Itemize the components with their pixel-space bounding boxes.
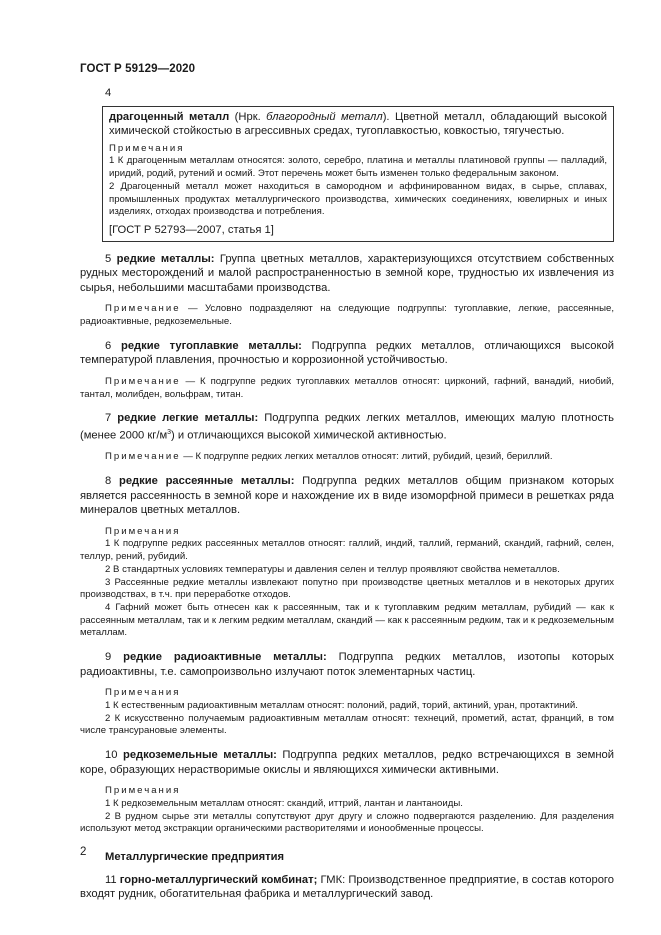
entry-9 xyxy=(80,650,614,679)
entry-9-definition: Подгруппа редких металлов, изотопы которых радиоактивны, т.е. самопроизвольно излучают поток элементарных частиц. xyxy=(80,651,614,678)
entry-8-note-2: 2 В стандартных условиях температуры и давления селен и теллур проявляют свойства неметаллов. xyxy=(105,563,560,575)
entry-10-term: редкоземельные металлы: xyxy=(122,749,277,762)
entry-7-def-post: ) и отличающихся высокой химической активностью. xyxy=(171,429,447,442)
entry-4-text xyxy=(109,110,607,139)
entry-4-def-post: ). Цветной металл, обладающий высокой химической стойкостью в агрессивных средах, тугоплавкостью, ковкостью, тягучестью. xyxy=(109,110,608,138)
note-label: Примечание xyxy=(105,303,181,315)
entry-9-note-2: 2 К искусственно получаемым радиоактивным металлам относят: технеций, прометий, астат, франций, в том числе трансурановые элементы. xyxy=(80,712,614,737)
entry-4-number: 4 xyxy=(105,87,112,99)
entry-7-note-text: — К подгруппе редких легких металлов относят: литий, рубидий, цезий, бериллий. xyxy=(180,451,553,463)
entry-6-term: редкие тугоплавкие металлы: xyxy=(120,339,302,352)
entry-7-term: редкие легкие металлы: xyxy=(117,412,259,425)
entry-11-definition: ГМК: Производственное предприятие, в состав которого входят рудник, обогатительная фабрика и металлургический завод. xyxy=(80,873,614,901)
entry-5-definition: Группа цветных металлов, характеризующихся отсутствием собственных рудных месторождений и малой распространенностью в земной коре, трудностью их извлечения из сырья, небольшими масштабами производства. xyxy=(80,252,615,294)
entry-8-note-4: 4 Гафний может быть отнесен как к рассеянным, так и к тугоплавким редким металлам, рубидий — как к рассеянным металлам, так и к легким редким металлам, скандий — как к рассеянным редким, так и к редкоземельным металлам. xyxy=(80,602,614,639)
entry-8-term: редкие рассеянные металлы: xyxy=(118,475,295,487)
note-label: Примечание xyxy=(105,451,181,463)
entry-7 xyxy=(80,411,614,443)
notes-label: Примечания xyxy=(109,142,185,154)
entry-5-term: редкие металлы: xyxy=(116,252,215,265)
entry-5-note-text: — Условно подразделяют на следующие подгруппы: тугоплавкие, легкие, рассеянные, радиоактивные, редкоземельные. xyxy=(80,303,614,328)
entry-6 xyxy=(80,339,614,368)
entry-4-source: [ГОСТ Р 52793—2007, статья 1] xyxy=(109,224,274,236)
entry-10-notes xyxy=(80,785,614,836)
entry-9-term: редкие радиоактивные металлы: xyxy=(123,651,327,664)
entry-5 xyxy=(80,252,614,296)
entry-4-def-italic: благородный металл xyxy=(266,110,383,123)
entry-6-note-text: — К подгруппе редких тугоплавких металлов относят: цирконий, гафний, ванадий, ниобий, тантал, молибден, вольфрам, титан. xyxy=(80,375,614,400)
entry-9-notes xyxy=(80,687,614,738)
note-label: Примечание xyxy=(105,375,181,387)
entry-10 xyxy=(80,748,614,777)
entry-8-definition: Подгруппа редких металлов общим признаком которых является рассеянность в земной коре и нахождение их в виде изоморфной примеси в решетках ряда минералов цветных металлов. xyxy=(80,475,614,517)
entry-10-definition: Подгруппа редких металлов, редко встречающихся в земной коре, образующих нерастворимые окислы и являющихся химически активными. xyxy=(80,749,614,776)
entry-11-number: 11 xyxy=(105,873,117,886)
entry-4-note-1: 1 К драгоценным металлам относятся: золото, серебро, платина и металлы платиновой группы — палладий, иридий, родий, рутений и осмий. Этот перечень может быть изменен только федеральным законом. xyxy=(109,155,607,180)
entry-11-term: горно-металлургический комбинат; xyxy=(119,873,318,886)
section-heading: Металлургические предприятия xyxy=(105,851,284,864)
entry-6-note xyxy=(80,376,614,401)
entry-8-notes xyxy=(80,526,614,640)
entry-6-number: 6 xyxy=(105,339,112,352)
entry-7-number: 7 xyxy=(105,412,112,425)
document-header: ГОСТ Р 59129—2020 xyxy=(80,63,196,75)
entry-11 xyxy=(80,873,614,902)
entry-4-note-2: 2 Драгоценный металл может находиться в самородном и аффинированном видах, в сырье, сплавах, промышленных продуктах металлургического производства, химических соединениях, ювелирных и иных изделиях, отходах производства и потребления. xyxy=(109,180,607,218)
entry-10-note-1: 1 К редкоземельным металлам относят: скандий, иттрий, лантан и лантаноиды. xyxy=(105,798,463,809)
page-number: 2 xyxy=(80,846,87,858)
entry-10-note-2: 2 В рудном сырье эти металлы сопутствуют друг другу и сложно подвергаются разделению. Для разделения используют метод экстракции органическими растворителями и ионообменные процессы. xyxy=(80,810,614,835)
entry-8 xyxy=(80,474,614,518)
entry-7-note xyxy=(80,451,614,464)
entry-9-number: 9 xyxy=(105,651,112,664)
notes-label: Примечания xyxy=(105,785,181,797)
notes-label: Примечания xyxy=(105,525,181,537)
entry-7-def-pre: Подгруппа редких легких металлов, имеющих малую плотность (менее 2000 кг/м xyxy=(80,412,614,442)
superscript: 3 xyxy=(167,428,172,436)
entry-8-note-1: 1 К подгруппе редких рассеянных металлов относят: галлий, индий, таллий, германий, скандий, гафний, селен, теллур, рений, рубидий. xyxy=(80,538,614,563)
entry-4-notes xyxy=(109,143,607,219)
entry-4-term: драгоценный металл xyxy=(109,110,230,123)
entry-9-note-1: 1 К естественным радиоактивным металлам относят: полоний, радий, торий, актиний, уран, протактиний. xyxy=(105,700,578,711)
entry-8-note-3: 3 Рассеянные редкие металлы извлекают попутно при производстве цветных металлов и в некоторых других производствах, в т.ч. при переработке отходов. xyxy=(80,576,614,601)
entry-5-number: 5 xyxy=(105,252,112,265)
notes-label: Примечания xyxy=(105,687,181,699)
entry-4-box xyxy=(102,106,614,242)
entry-4-def-pre: (Нрк. xyxy=(229,110,267,123)
entry-10-number: 10 xyxy=(105,749,118,762)
entry-5-note xyxy=(80,303,614,328)
document-body xyxy=(80,86,614,910)
entry-8-number: 8 xyxy=(105,475,112,487)
entry-6-definition: Подгруппа редких металлов, отличающихся высокой температурой плавления, прочностью и коррозионной устойчивостью. xyxy=(80,339,614,367)
